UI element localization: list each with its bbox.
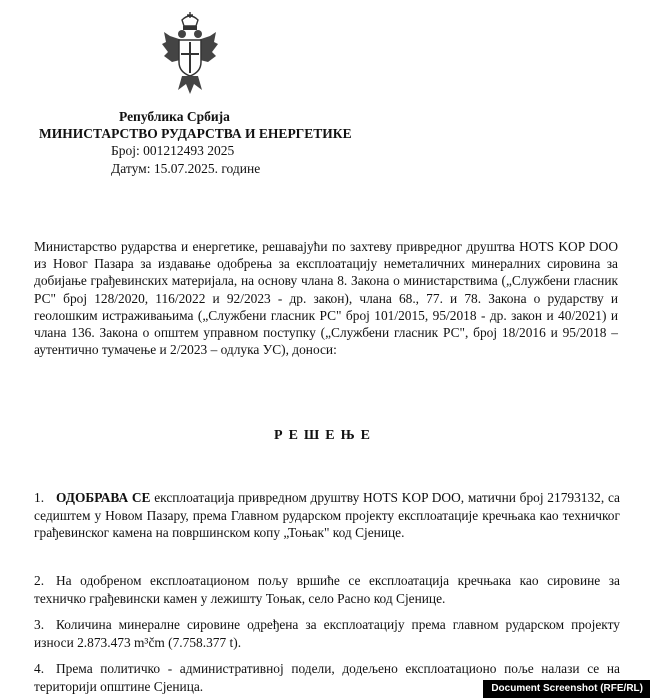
document-number: Број: 001212493 2025: [111, 143, 235, 158]
item-number: 3.: [34, 617, 45, 632]
ministry-name: МИНИСТАРСТВО РУДАРСТВА И ЕНЕРГЕТИКЕ: [39, 126, 352, 141]
item-number: 2.: [34, 573, 45, 588]
decision-item-1: [34, 489, 620, 542]
item-text: Према политичко - административној подели, додељено експлоатационо поље налази се на територији општине Сјеница.: [34, 661, 620, 694]
item-number: 1.: [34, 490, 45, 505]
item-text: Количина минералне сировине одређена за експлоатацију према главном рударском пројекту износи 2.873.473 m³čm (7.758.377 t).: [34, 617, 620, 650]
decision-item-2: [34, 572, 620, 607]
preamble-paragraph: Министарство рударства и енергетике, решавајући по захтеву привредног друштва HOTS KOP DOO из Новог Пазара за издавање одобрења за експлоатацију неметаличних минералних сировина за добијање грађевинских материјала, на основу члана 8. Закона о министарствима („Службени гласник РС" број 128/2020, 116/2022 и 92/2023 - др. закон), члана 68., 77. и 78. Закона о рударству и геолошким истраживањима („Службени гласник РС" број 101/2015, 95/2018 - др. закон и 40/2021) и члана 136. Закона о општем управном поступку („Службени гласник РС", број 18/2016 и 95/2018 – аутентично тумачење и 2/2023 – одлука УС), доноси:: [34, 239, 618, 358]
item-text: На одобреном експлоатационом пољу вршиће се експлоатација кречњака као сировине за техничко грађевински камен у лежишту Тоњак, село Расно код Сјенице.: [34, 573, 620, 606]
item-text: експлоатација привредном друштву HOTS KOP DOO, матични број 21793132, са седиштем у Новом Пазару, према Главном рударском пројекту експлоатације кречњака као техничког грађевинског камена на површинском копу „Тоњак" код Сјенице.: [34, 490, 620, 540]
decision-item-3: [34, 616, 620, 651]
decision-title: РЕШЕЊЕ: [274, 428, 376, 443]
document-date: Датум: 15.07.2025. године: [111, 161, 261, 176]
source-watermark: Document Screenshot (RFE/RL): [483, 680, 650, 698]
coat-of-arms-of-serbia-emblem: [160, 10, 220, 100]
item-emphasis: ОДОБРАВА СЕ: [56, 490, 151, 505]
republic-name: Република Србија: [119, 109, 230, 124]
item-number: 4.: [34, 661, 45, 676]
